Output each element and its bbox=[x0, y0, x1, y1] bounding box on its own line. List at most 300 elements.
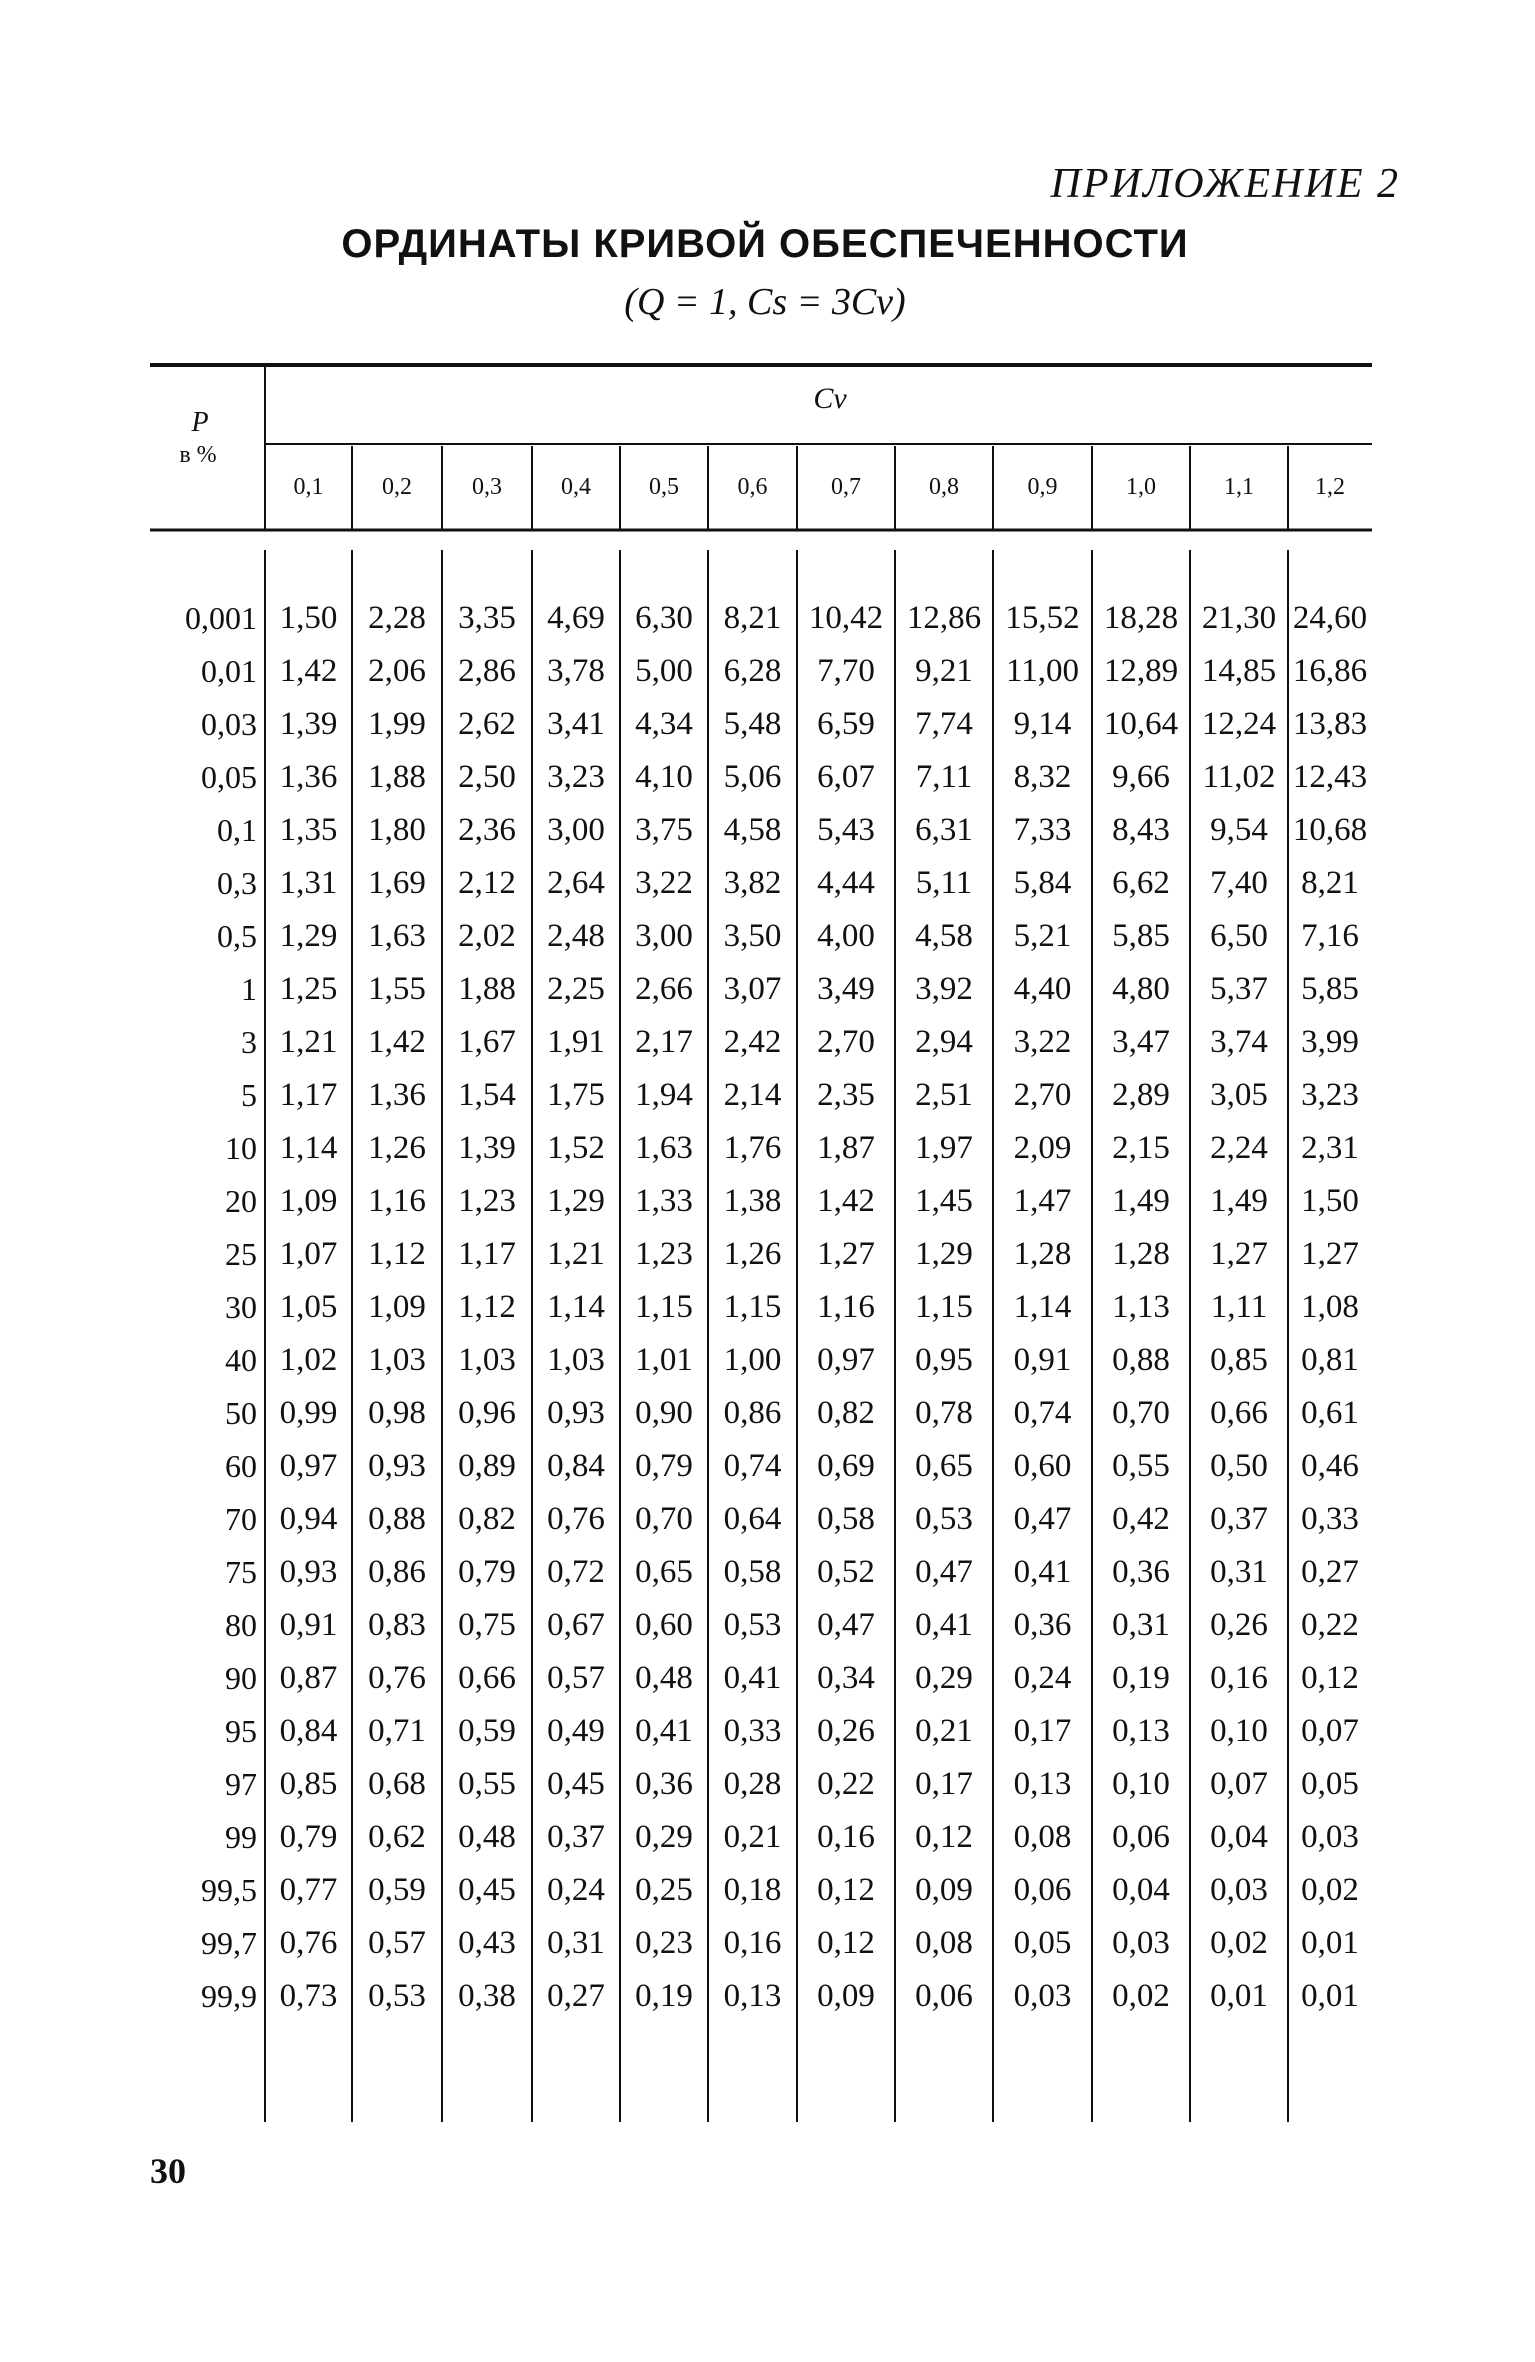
table-cell: 0,70 bbox=[1112, 1395, 1170, 1431]
table-cell: 0,03 bbox=[1013, 1978, 1072, 2014]
table-cell: 0,48 bbox=[635, 1660, 693, 1696]
table-cell: 3,41 bbox=[547, 706, 605, 742]
table-cell: 3,05 bbox=[1210, 1077, 1268, 1113]
table-cell: 0,02 bbox=[1210, 1925, 1268, 1961]
table-cell: 5,85 bbox=[1112, 918, 1170, 954]
table-cell: 0,05 bbox=[1301, 1766, 1359, 1802]
row-p-value: 0,01 bbox=[201, 653, 257, 689]
row-p-value: 90 bbox=[225, 1660, 257, 1696]
table-cell: 6,59 bbox=[817, 706, 875, 742]
table-cell: 0,06 bbox=[1013, 1872, 1072, 1908]
table-cell: 0,79 bbox=[279, 1819, 338, 1855]
cv-header: Cv bbox=[813, 382, 847, 415]
table-cell: 1,16 bbox=[817, 1289, 875, 1325]
table-cell: 0,79 bbox=[635, 1448, 693, 1484]
table-cell: 0,31 bbox=[547, 1925, 605, 1961]
table-cell: 4,44 bbox=[817, 865, 875, 901]
table-cell: 0,13 bbox=[1013, 1766, 1072, 1802]
table-cell: 1,76 bbox=[723, 1130, 782, 1166]
table-cell: 2,09 bbox=[1013, 1130, 1072, 1166]
table-cell: 1,23 bbox=[635, 1236, 693, 1272]
p-header: P bbox=[191, 407, 209, 438]
table-cell: 3,47 bbox=[1112, 1024, 1170, 1060]
table-cell: 1,50 bbox=[1301, 1183, 1359, 1219]
table-cell: 0,12 bbox=[915, 1819, 973, 1855]
table-cell: 0,02 bbox=[1301, 1872, 1359, 1908]
table-cell: 1,99 bbox=[368, 706, 426, 742]
table-cell: 0,16 bbox=[817, 1819, 875, 1855]
column-header: 0,3 bbox=[472, 474, 502, 500]
table-cell: 0,04 bbox=[1210, 1819, 1268, 1855]
table-cell: 0,85 bbox=[279, 1766, 338, 1802]
table-cell: 10,64 bbox=[1103, 706, 1179, 742]
table-cell: 2,24 bbox=[1210, 1130, 1268, 1166]
table-cell: 1,12 bbox=[368, 1236, 426, 1272]
table-cell: 0,81 bbox=[1301, 1342, 1359, 1378]
table-cell: 4,58 bbox=[915, 918, 973, 954]
table-cell: 0,36 bbox=[1013, 1607, 1072, 1643]
table-cell: 0,94 bbox=[279, 1501, 338, 1537]
table-cell: 0,53 bbox=[368, 1978, 426, 2014]
table-cell: 8,21 bbox=[723, 600, 782, 636]
table-cell: 6,07 bbox=[817, 759, 875, 795]
table-cell: 0,67 bbox=[547, 1607, 605, 1643]
table-cell: 1,23 bbox=[458, 1183, 516, 1219]
table-cell: 7,74 bbox=[915, 706, 973, 742]
table-cell: 2,66 bbox=[635, 971, 693, 1007]
row-p-value: 0,001 bbox=[185, 600, 257, 636]
table-cell: 2,62 bbox=[458, 706, 516, 742]
table-cell: 2,64 bbox=[547, 865, 605, 901]
table-cell: 3,00 bbox=[635, 918, 693, 954]
table-cell: 0,41 bbox=[915, 1607, 973, 1643]
table-cell: 0,22 bbox=[817, 1766, 875, 1802]
table-cell: 0,61 bbox=[1301, 1395, 1359, 1431]
table-cell: 0,24 bbox=[1013, 1660, 1072, 1696]
row-p-value: 80 bbox=[225, 1607, 257, 1643]
table-cell: 0,76 bbox=[547, 1501, 605, 1537]
table-cell: 5,37 bbox=[1210, 971, 1268, 1007]
table-cell: 0,93 bbox=[547, 1395, 605, 1431]
table-cell: 6,28 bbox=[723, 653, 782, 689]
table-cell: 0,31 bbox=[1112, 1607, 1170, 1643]
row-p-value: 30 bbox=[225, 1289, 257, 1325]
table-cell: 2,17 bbox=[635, 1024, 693, 1060]
table-cell: 2,15 bbox=[1112, 1130, 1170, 1166]
table-cell: 3,22 bbox=[1013, 1024, 1072, 1060]
table-cell: 0,57 bbox=[547, 1660, 605, 1696]
table-cell: 0,48 bbox=[458, 1819, 516, 1855]
table-cell: 1,00 bbox=[723, 1342, 782, 1378]
table-cell: 12,89 bbox=[1103, 653, 1179, 689]
table-cell: 4,34 bbox=[635, 706, 693, 742]
table-cell: 0,86 bbox=[723, 1395, 782, 1431]
table-cell: 0,09 bbox=[915, 1872, 973, 1908]
table-cell: 0,53 bbox=[915, 1501, 973, 1537]
p-header-unit: в % bbox=[179, 442, 217, 468]
table-cell: 1,49 bbox=[1112, 1183, 1170, 1219]
table-cell: 1,17 bbox=[458, 1236, 516, 1272]
table-cell: 1,45 bbox=[915, 1183, 973, 1219]
table-cell: 1,63 bbox=[368, 918, 426, 954]
table-cell: 4,00 bbox=[817, 918, 875, 954]
table-cell: 1,05 bbox=[279, 1289, 338, 1325]
table-cell: 1,08 bbox=[1301, 1289, 1359, 1325]
table-cell: 1,26 bbox=[723, 1236, 782, 1272]
table-cell: 2,89 bbox=[1112, 1077, 1170, 1113]
table-cell: 3,75 bbox=[635, 812, 693, 848]
table-cell: 0,97 bbox=[817, 1342, 875, 1378]
table-cell: 0,49 bbox=[547, 1713, 605, 1749]
table-cell: 0,01 bbox=[1210, 1978, 1268, 2014]
table-cell: 7,70 bbox=[817, 653, 875, 689]
row-p-value: 10 bbox=[225, 1130, 257, 1166]
table-cell: 2,14 bbox=[723, 1077, 782, 1113]
table-cell: 2,25 bbox=[547, 971, 605, 1007]
table-cell: 0,08 bbox=[1013, 1819, 1072, 1855]
table-cell: 6,50 bbox=[1210, 918, 1268, 954]
table-cell: 0,98 bbox=[368, 1395, 426, 1431]
table-cell: 1,87 bbox=[817, 1130, 875, 1166]
table-cell: 1,63 bbox=[635, 1130, 693, 1166]
table-cell: 1,42 bbox=[817, 1183, 875, 1219]
table-cell: 2,12 bbox=[458, 865, 516, 901]
table-cell: 0,57 bbox=[368, 1925, 426, 1961]
table-cell: 0,97 bbox=[279, 1448, 338, 1484]
table-cell: 1,09 bbox=[279, 1183, 338, 1219]
table-cell: 0,12 bbox=[817, 1925, 875, 1961]
table-cell: 1,12 bbox=[458, 1289, 516, 1325]
table-cell: 5,85 bbox=[1301, 971, 1359, 1007]
table-cell: 0,70 bbox=[635, 1501, 693, 1537]
table-cell: 1,80 bbox=[368, 812, 426, 848]
table-cell: 0,21 bbox=[915, 1713, 973, 1749]
table-cell: 8,43 bbox=[1112, 812, 1170, 848]
table-cell: 0,06 bbox=[915, 1978, 973, 2014]
table-cell: 3,92 bbox=[915, 971, 973, 1007]
table-cell: 0,46 bbox=[1301, 1448, 1359, 1484]
table-cell: 0,83 bbox=[368, 1607, 426, 1643]
table-cell: 0,64 bbox=[723, 1501, 782, 1537]
table-cell: 0,84 bbox=[547, 1448, 605, 1484]
table-cell: 0,74 bbox=[1013, 1395, 1072, 1431]
row-p-value: 0,1 bbox=[217, 812, 257, 848]
table-cell: 13,83 bbox=[1292, 706, 1368, 742]
page-subtitle: (Q = 1, Cs = 3Cv) bbox=[624, 281, 906, 323]
table-cell: 0,59 bbox=[368, 1872, 426, 1908]
table-cell: 0,17 bbox=[915, 1766, 973, 1802]
table-cell: 0,58 bbox=[723, 1554, 782, 1590]
table-cell: 3,78 bbox=[547, 653, 605, 689]
column-header: 0,8 bbox=[929, 474, 959, 500]
table-cell: 1,03 bbox=[368, 1342, 426, 1378]
table-cell: 0,37 bbox=[547, 1819, 605, 1855]
table-cell: 1,27 bbox=[1301, 1236, 1359, 1272]
table-cell: 0,66 bbox=[458, 1660, 516, 1696]
table-cell: 1,42 bbox=[368, 1024, 426, 1060]
table-cell: 0,41 bbox=[723, 1660, 782, 1696]
table-cell: 0,25 bbox=[635, 1872, 693, 1908]
table-cell: 0,41 bbox=[1013, 1554, 1072, 1590]
table-cell: 4,40 bbox=[1013, 971, 1072, 1007]
table-cell: 0,24 bbox=[547, 1872, 605, 1908]
column-header: 0,6 bbox=[737, 474, 768, 500]
table-cell: 1,50 bbox=[279, 600, 338, 636]
table-cell: 2,94 bbox=[915, 1024, 973, 1060]
table-cell: 3,99 bbox=[1301, 1024, 1359, 1060]
row-p-value: 99,5 bbox=[201, 1872, 257, 1908]
table-cell: 0,77 bbox=[279, 1872, 338, 1908]
table-cell: 0,53 bbox=[723, 1607, 782, 1643]
table-cell: 1,15 bbox=[915, 1289, 973, 1325]
table-cell: 0,33 bbox=[1301, 1501, 1359, 1537]
table-cell: 1,67 bbox=[458, 1024, 516, 1060]
table-cell: 0,66 bbox=[1210, 1395, 1268, 1431]
table-cell: 0,26 bbox=[1210, 1607, 1268, 1643]
table-cell: 0,21 bbox=[723, 1819, 782, 1855]
table-cell: 0,55 bbox=[1112, 1448, 1170, 1484]
table-cell: 1,16 bbox=[368, 1183, 426, 1219]
table-cell: 8,21 bbox=[1301, 865, 1359, 901]
table-cell: 1,94 bbox=[635, 1077, 693, 1113]
table-cell: 11,00 bbox=[1005, 653, 1080, 689]
table-cell: 1,42 bbox=[279, 653, 338, 689]
table-cell: 1,91 bbox=[547, 1024, 605, 1060]
table-cell: 1,02 bbox=[279, 1342, 338, 1378]
row-p-value: 99 bbox=[225, 1819, 257, 1855]
table-cell: 2,48 bbox=[547, 918, 605, 954]
table-cell: 5,48 bbox=[723, 706, 782, 742]
table-cell: 1,36 bbox=[279, 759, 338, 795]
table-cell: 1,28 bbox=[1013, 1236, 1072, 1272]
table-cell: 5,11 bbox=[915, 865, 973, 901]
column-header: 0,4 bbox=[561, 474, 591, 500]
table-cell: 0,16 bbox=[1210, 1660, 1268, 1696]
row-p-value: 95 bbox=[225, 1713, 257, 1749]
table-cell: 3,35 bbox=[458, 600, 516, 636]
table-cell: 3,50 bbox=[723, 918, 782, 954]
table-cell: 11,02 bbox=[1202, 759, 1276, 795]
table-cell: 2,28 bbox=[368, 600, 426, 636]
table-cell: 6,31 bbox=[915, 812, 973, 848]
table-cell: 1,75 bbox=[547, 1077, 605, 1113]
table-cell: 9,54 bbox=[1210, 812, 1268, 848]
table-cell: 0,82 bbox=[458, 1501, 516, 1537]
table-cell: 0,18 bbox=[723, 1872, 782, 1908]
table-cell: 5,43 bbox=[817, 812, 875, 848]
table-cell: 1,55 bbox=[368, 971, 426, 1007]
table-cell: 1,27 bbox=[1210, 1236, 1268, 1272]
table-cell: 1,14 bbox=[547, 1289, 605, 1325]
table-cell: 1,07 bbox=[279, 1236, 338, 1272]
table-cell: 24,60 bbox=[1292, 600, 1368, 636]
table-cell: 0,01 bbox=[1301, 1925, 1359, 1961]
row-p-value: 1 bbox=[241, 971, 257, 1007]
table-cell: 0,06 bbox=[1112, 1819, 1170, 1855]
table-cell: 8,32 bbox=[1013, 759, 1072, 795]
table-cell: 9,21 bbox=[915, 653, 973, 689]
table-cell: 0,78 bbox=[915, 1395, 973, 1431]
table-cell: 0,96 bbox=[458, 1395, 516, 1431]
table-cell: 1,33 bbox=[635, 1183, 693, 1219]
table-cell: 3,23 bbox=[547, 759, 605, 795]
table-cell: 1,88 bbox=[458, 971, 516, 1007]
table-cell: 0,86 bbox=[368, 1554, 426, 1590]
table-cell: 1,13 bbox=[1112, 1289, 1170, 1325]
table-cell: 3,22 bbox=[635, 865, 693, 901]
table-cell: 0,50 bbox=[1210, 1448, 1268, 1484]
table-cell: 5,21 bbox=[1013, 918, 1072, 954]
column-header: 0,7 bbox=[831, 474, 861, 500]
table-cell: 1,97 bbox=[915, 1130, 973, 1166]
table-cell: 3,49 bbox=[817, 971, 875, 1007]
table-cell: 0,85 bbox=[1210, 1342, 1268, 1378]
table-cell: 1,25 bbox=[279, 971, 338, 1007]
table-cell: 10,68 bbox=[1292, 812, 1368, 848]
table-cell: 2,02 bbox=[458, 918, 516, 954]
column-header: 0,9 bbox=[1027, 474, 1058, 500]
table-cell: 1,03 bbox=[458, 1342, 516, 1378]
table-cell: 0,12 bbox=[817, 1872, 875, 1908]
table-cell: 0,60 bbox=[1013, 1448, 1072, 1484]
table-cell: 0,03 bbox=[1210, 1872, 1268, 1908]
table-cell: 1,36 bbox=[368, 1077, 426, 1113]
table-cell: 0,04 bbox=[1112, 1872, 1170, 1908]
table-cell: 1,35 bbox=[279, 812, 338, 848]
table-cell: 9,14 bbox=[1013, 706, 1072, 742]
table-cell: 1,49 bbox=[1210, 1183, 1268, 1219]
table-cell: 0,36 bbox=[1112, 1554, 1170, 1590]
table-cell: 6,30 bbox=[635, 600, 693, 636]
row-p-value: 99,7 bbox=[201, 1925, 257, 1961]
table-cell: 0,72 bbox=[547, 1554, 605, 1590]
table-cell: 0,60 bbox=[635, 1607, 693, 1643]
table-cell: 2,31 bbox=[1301, 1130, 1359, 1166]
table-cell: 0,27 bbox=[547, 1978, 605, 2014]
table-cell: 0,37 bbox=[1210, 1501, 1268, 1537]
appendix-label: ПРИЛОЖЕНИЕ 2 bbox=[1050, 161, 1400, 207]
table-cell: 1,47 bbox=[1013, 1183, 1072, 1219]
table-cell: 2,06 bbox=[368, 653, 426, 689]
table-cell: 7,16 bbox=[1301, 918, 1359, 954]
row-p-value: 40 bbox=[225, 1342, 257, 1378]
table-cell: 1,88 bbox=[368, 759, 426, 795]
table-cell: 0,08 bbox=[915, 1925, 973, 1961]
table-cell: 18,28 bbox=[1103, 600, 1179, 636]
table-cell: 1,09 bbox=[368, 1289, 426, 1325]
table-cell: 0,69 bbox=[817, 1448, 875, 1484]
table-cell: 0,01 bbox=[1301, 1978, 1359, 2014]
table-cell: 0,88 bbox=[368, 1501, 426, 1537]
table-cell: 0,45 bbox=[547, 1766, 605, 1802]
table-cell: 0,09 bbox=[817, 1978, 875, 2014]
table-cell: 0,52 bbox=[817, 1554, 875, 1590]
table-cell: 2,36 bbox=[458, 812, 516, 848]
table-cell: 2,50 bbox=[458, 759, 516, 795]
row-p-value: 0,03 bbox=[201, 706, 257, 742]
table-cell: 0,76 bbox=[368, 1660, 426, 1696]
table-cell: 1,21 bbox=[279, 1024, 338, 1060]
table-cell: 1,26 bbox=[368, 1130, 426, 1166]
table-cell: 12,86 bbox=[906, 600, 982, 636]
table-cell: 0,41 bbox=[635, 1713, 693, 1749]
table-cell: 12,43 bbox=[1292, 759, 1368, 795]
table-cell: 0,62 bbox=[368, 1819, 426, 1855]
row-p-value: 0,5 bbox=[217, 918, 257, 954]
table-cell: 0,13 bbox=[723, 1978, 782, 2014]
table-cell: 0,76 bbox=[279, 1925, 338, 1961]
table-cell: 0,13 bbox=[1112, 1713, 1170, 1749]
table-cell: 0,65 bbox=[635, 1554, 693, 1590]
table-cell: 0,10 bbox=[1112, 1766, 1170, 1802]
table-cell: 7,40 bbox=[1210, 865, 1268, 901]
table-cell: 0,17 bbox=[1013, 1713, 1072, 1749]
table-cell: 0,93 bbox=[279, 1554, 338, 1590]
table-cell: 0,07 bbox=[1210, 1766, 1268, 1802]
table-cell: 0,73 bbox=[279, 1978, 338, 2014]
table-cell: 0,47 bbox=[817, 1607, 875, 1643]
table-cell: 0,84 bbox=[279, 1713, 338, 1749]
table-cell: 0,03 bbox=[1112, 1925, 1170, 1961]
table-cell: 2,51 bbox=[915, 1077, 973, 1113]
table-cell: 1,21 bbox=[547, 1236, 605, 1272]
table-cell: 0,75 bbox=[458, 1607, 516, 1643]
table-cell: 0,74 bbox=[723, 1448, 782, 1484]
row-p-value: 97 bbox=[225, 1766, 257, 1802]
row-p-value: 0,3 bbox=[217, 865, 257, 901]
table-cell: 2,86 bbox=[458, 653, 516, 689]
column-header: 0,1 bbox=[293, 474, 324, 500]
table-cell: 4,69 bbox=[547, 600, 605, 636]
row-p-value: 99,9 bbox=[201, 1978, 257, 2014]
table-cell: 7,11 bbox=[915, 759, 973, 795]
row-p-value: 75 bbox=[225, 1554, 257, 1590]
row-p-value: 50 bbox=[225, 1395, 257, 1431]
table-cell: 1,28 bbox=[1112, 1236, 1170, 1272]
table-cell: 3,23 bbox=[1301, 1077, 1359, 1113]
table-cell: 0,03 bbox=[1301, 1819, 1359, 1855]
table-cell: 3,00 bbox=[547, 812, 605, 848]
table-cell: 0,12 bbox=[1301, 1660, 1359, 1696]
table-cell: 0,31 bbox=[1210, 1554, 1268, 1590]
table-cell: 0,68 bbox=[368, 1766, 426, 1802]
table-cell: 1,17 bbox=[279, 1077, 338, 1113]
table-cell: 5,84 bbox=[1013, 865, 1072, 901]
table-cell: 5,00 bbox=[635, 653, 693, 689]
table-cell: 2,70 bbox=[1013, 1077, 1072, 1113]
table-cell: 0,05 bbox=[1013, 1925, 1072, 1961]
table-cell: 0,71 bbox=[368, 1713, 426, 1749]
table-cell: 0,55 bbox=[458, 1766, 516, 1802]
column-header: 0,2 bbox=[382, 474, 412, 500]
table-cell: 1,15 bbox=[723, 1289, 782, 1325]
table-cell: 0,89 bbox=[458, 1448, 516, 1484]
table-cell: 0,91 bbox=[279, 1607, 338, 1643]
table-cell: 1,38 bbox=[723, 1183, 782, 1219]
row-p-value: 0,05 bbox=[201, 759, 257, 795]
table-cell: 0,36 bbox=[635, 1766, 693, 1802]
table-cell: 0,29 bbox=[915, 1660, 973, 1696]
table-cell: 1,39 bbox=[279, 706, 338, 742]
column-header: 1,0 bbox=[1126, 474, 1156, 500]
row-p-value: 70 bbox=[225, 1501, 257, 1537]
table-cell: 0,07 bbox=[1301, 1713, 1359, 1749]
table-cell: 0,38 bbox=[458, 1978, 516, 2014]
table-cell: 4,80 bbox=[1112, 971, 1170, 1007]
table-cell: 7,33 bbox=[1013, 812, 1072, 848]
table-cell: 0,90 bbox=[635, 1395, 693, 1431]
table-cell: 0,27 bbox=[1301, 1554, 1359, 1590]
